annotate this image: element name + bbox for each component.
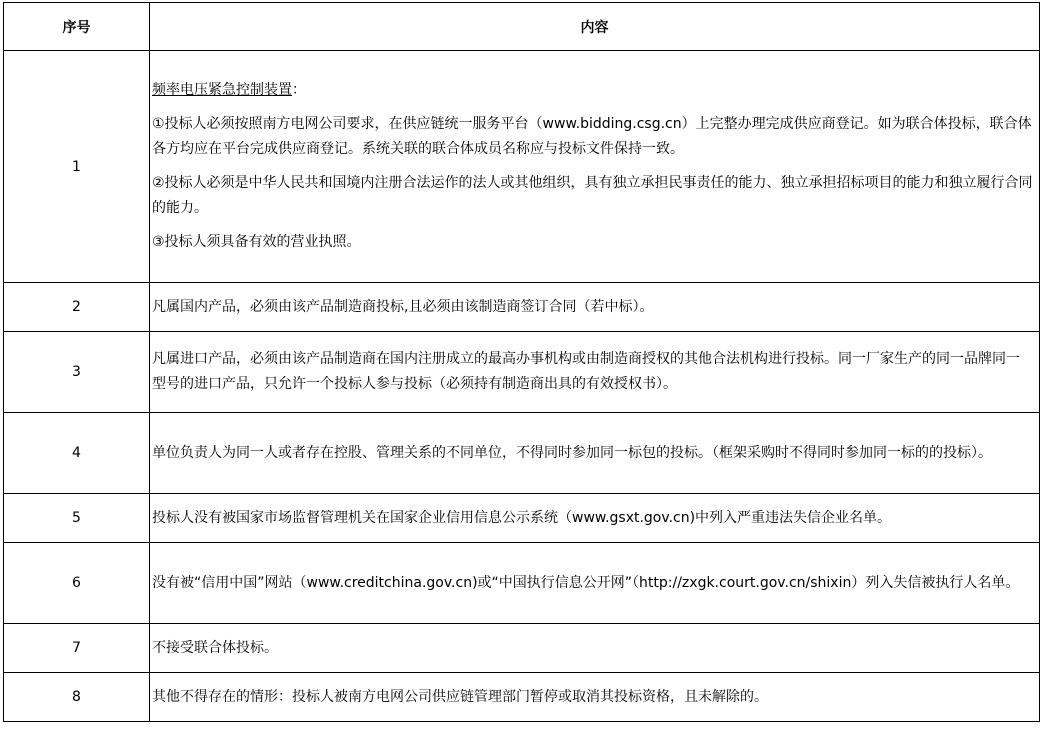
row-index: 3	[4, 332, 150, 413]
row-content: 凡属国内产品，必须由该产品制造商投标,且必须由该制造商签订合同（若中标）。	[150, 283, 1040, 332]
row-content: 其他不得存在的情形：投标人被南方电网公司供应链管理部门暂停或取消其投标资格，且未解除的。	[150, 673, 1040, 722]
requirement-paragraph: ③投标人须具备有效的营业执照。	[152, 234, 361, 250]
row-content: 单位负责人为同一人或者存在控股、管理关系的不同单位，不得同时参加同一标包的投标。（框架采购时不得同时参加同一标的的投标）。	[150, 413, 1040, 494]
requirements-table	[3, 2, 1040, 722]
column-header-content: 内容	[150, 3, 1040, 51]
table-row	[4, 332, 1040, 413]
table-row	[4, 413, 1040, 494]
row-content: 不接受联合体投标。	[150, 624, 1040, 673]
column-header-index: 序号	[4, 3, 150, 51]
requirement-paragraph: ②投标人必须是中华人民共和国境内注册合法运作的法人或其他组织，具有独立承担民事责任的能力、独立承担招标项目的能力和独立履行合同的能力。	[152, 175, 1033, 216]
row-index: 2	[4, 283, 150, 332]
product-title: 频率电压紧急控制装置	[152, 82, 292, 98]
row-index: 6	[4, 543, 150, 624]
table-row	[4, 51, 1040, 283]
table-row	[4, 673, 1040, 722]
row-index: 8	[4, 673, 150, 722]
row-index: 1	[4, 51, 150, 283]
table-row	[4, 624, 1040, 673]
row-content	[150, 51, 1040, 283]
row-content: 凡属进口产品，必须由该产品制造商在国内注册成立的最高办事机构或由制造商授权的其他合法机构进行投标。同一厂家生产的同一品牌同一型号的进口产品，只允许一个投标人参与投标（必须持有制造商出具的有效授权书）。	[150, 332, 1040, 413]
row-index: 7	[4, 624, 150, 673]
row-index: 4	[4, 413, 150, 494]
table-header-row	[4, 3, 1040, 51]
title-colon: ：	[292, 82, 306, 98]
table-row	[4, 494, 1040, 543]
row-title	[152, 78, 1033, 103]
table-row	[4, 283, 1040, 332]
requirement-paragraph: ①投标人必须按照南方电网公司要求，在供应链统一服务平台（www.bidding.csg.cn）上完整办理完成供应商登记。如为联合体投标，联合体各方均应在平台完成供应商登记。系统关联的联合体成员名称应与投标文件保持一致。	[152, 116, 1032, 157]
row-content: 没有被“信用中国”网站（www.creditchina.gov.cn)或“中国执行信息公开网”（http://zxgk.court.gov.cn/shixin）列入失信被执行人名单。	[150, 543, 1040, 624]
row-index: 5	[4, 494, 150, 543]
table-row	[4, 543, 1040, 624]
row-content: 投标人没有被国家市场监督管理机关在国家企业信用信息公示系统（www.gsxt.gov.cn)中列入严重违法失信企业名单。	[150, 494, 1040, 543]
